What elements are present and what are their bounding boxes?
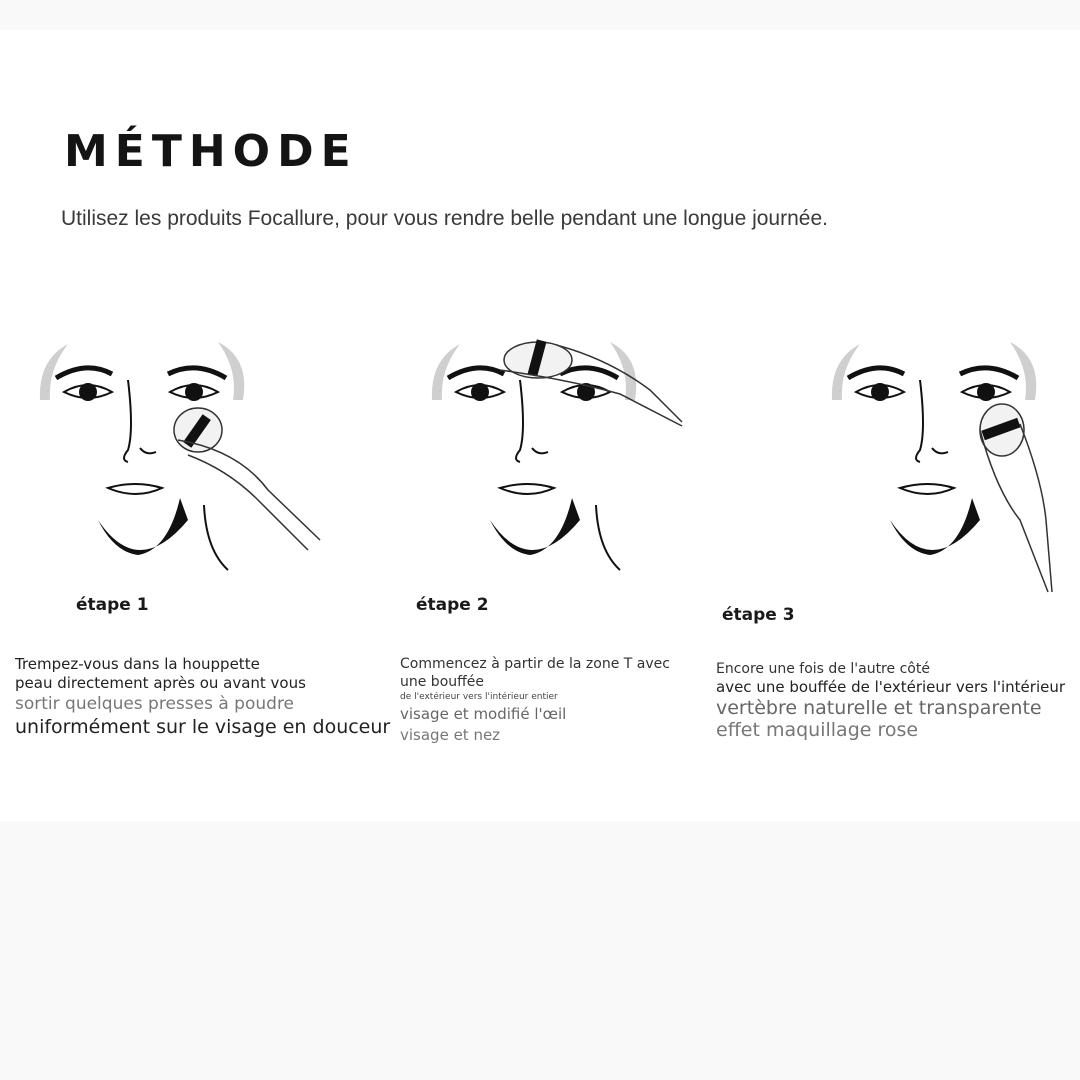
step-3-line: avec une bouffée de l'extérieur vers l'intérieur	[716, 678, 1066, 696]
step-2-line: Commencez à partir de la zone T avec	[400, 656, 670, 672]
step-1-label: étape 1	[76, 595, 149, 615]
step-3-description	[716, 661, 1065, 741]
step-2-line: une bouffée	[400, 674, 485, 690]
step-2-line: visage et modifié l'œil	[400, 705, 567, 723]
step-2-line: de l'extérieur vers l'intérieur entier	[400, 692, 558, 702]
face-applying-forehead-icon	[420, 330, 720, 600]
step-1-line: sortir quelques presses à poudre	[15, 694, 295, 714]
step-1-description	[15, 655, 390, 739]
step-3-line: effet maquillage rose	[716, 719, 919, 741]
step-3-label: étape 3	[722, 605, 795, 625]
step-1-line: Trempez-vous dans la houppette	[15, 655, 260, 673]
page-title: MÉTHODE	[64, 126, 358, 177]
face-applying-cheek-icon	[28, 330, 328, 600]
step-1-line: uniformément sur le visage en douceur	[15, 716, 391, 738]
page-subtitle: Utilisez les produits Focallure, pour vous rendre belle pendant une longue journée.	[61, 207, 828, 230]
step-1-illustration	[28, 330, 328, 600]
step-1-line: peau directement après ou avant vous	[15, 674, 306, 692]
step-2-label: étape 2	[416, 595, 489, 615]
step-3-illustration	[820, 330, 1080, 600]
step-2-illustration	[420, 330, 720, 600]
step-2-description	[400, 655, 681, 746]
step-3-line: Encore une fois de l'autre côté	[716, 661, 930, 677]
face-applying-other-cheek-icon	[820, 330, 1080, 600]
step-3-line: vertèbre naturelle et transparente	[716, 697, 1042, 719]
step-2-line: visage et nez	[400, 726, 501, 744]
